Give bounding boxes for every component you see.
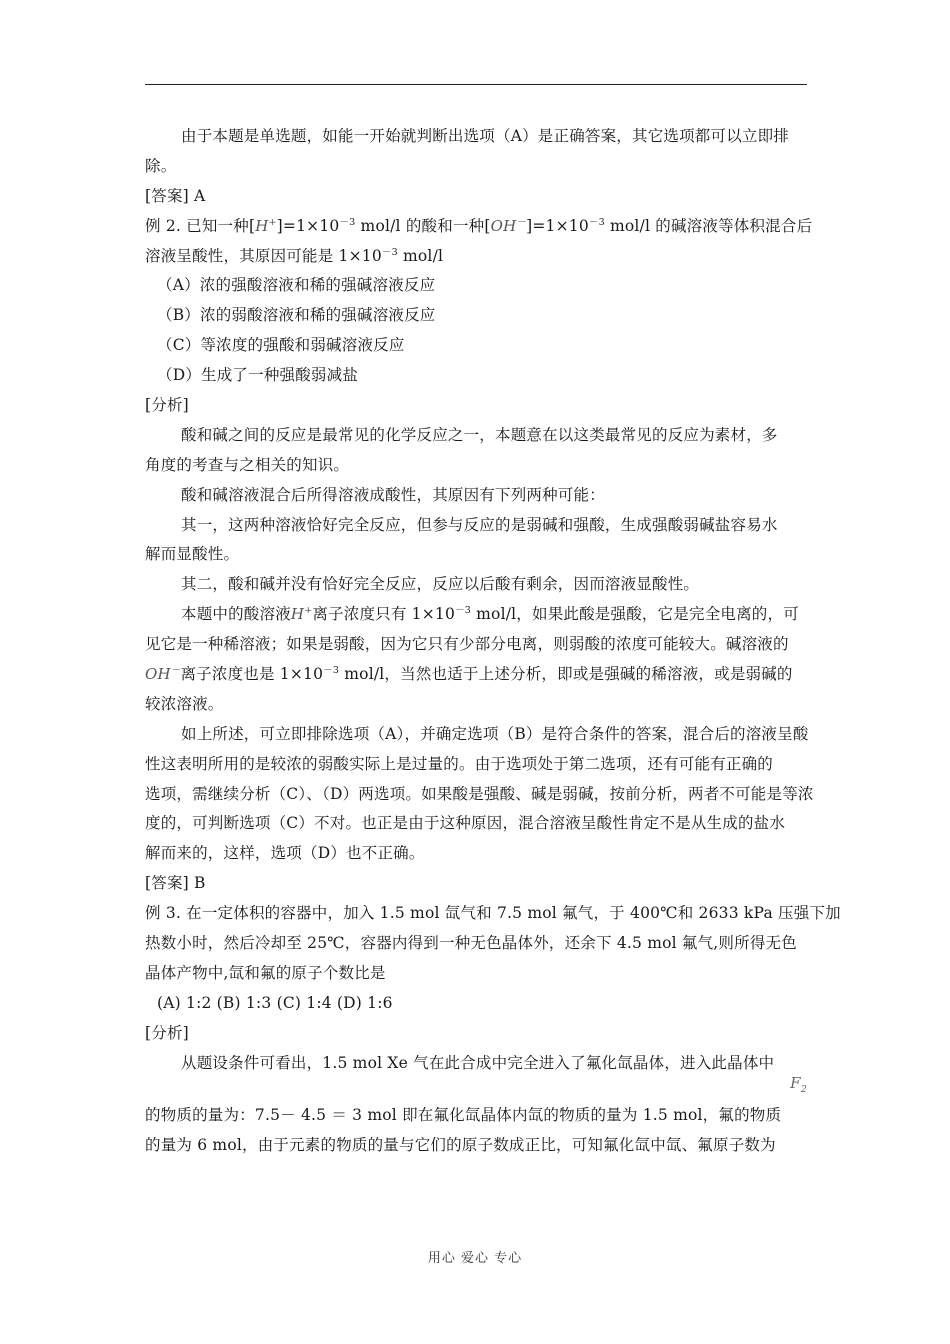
example-2-line: 例 2. 已知一种$[H^+]=1\times 10^{-3}$ mol/l 的酸和一种$[OH^-]=1\times 10^{-3}$ mol/l 的碱溶液等体积混合后 (145, 216, 813, 235)
paragraph-line: 角度的考查与之相关的知识。 (145, 455, 350, 474)
option-c: （C）等浓度的强酸和弱碱溶液反应 (157, 336, 405, 355)
document-body (145, 122, 841, 1160)
page-footer: 用心 爱心 专心 (427, 1251, 523, 1266)
paragraph-line: 如上所述，可立即排除选项（A），并确定选项（B）是符合条件的答案，混合后的溶液呈酸 (181, 724, 809, 743)
option-b: （B）浓的弱酸溶液和稀的强碱溶液反应 (157, 306, 436, 325)
option-d: （D）生成了一种强酸弱减盐 (157, 366, 359, 385)
paragraph-line: 解而显酸性。 (145, 545, 240, 564)
paragraph-line: 酸和碱之间的反应是最常见的化学反应之一，本题意在以这类最常见的反应为素材，多 (181, 425, 778, 444)
analysis-label: [分析] (145, 1023, 189, 1042)
paragraph-line: 较浓溶液。 (145, 694, 224, 713)
hydrogen-ion-formula: H+ (255, 216, 277, 235)
answer-label: [答案] A (145, 186, 206, 205)
paragraph-line: 见它是一种稀溶液；如果是弱酸，因为它只有少部分电离，则弱酸的浓度可能较大。碱溶液的 (145, 635, 789, 654)
analysis-label: [分析] (145, 396, 189, 415)
paragraph-line: 本题中的酸溶液H+离子浓度只有 $1\times 10^{-3}$ mol/l，如果此酸是强酸，它是完全电离的，可 (181, 605, 799, 624)
hydroxide-ion-formula: OH－ (145, 665, 181, 684)
paragraph-line: 的物质的量为：7.5－ 4.5 ＝ 3 mol 即在氟化氙晶体内氙的物质的量为 1.5 mol，氟的物质 (145, 1105, 782, 1124)
answer-label: [答案] B (145, 874, 206, 893)
example-3-line: 热数小时，然后冷却至 25℃，容器内得到一种无色晶体外，还余下 4.5 mol 氟气,则所得无色 (145, 934, 797, 953)
paragraph-line: 其一，这两种溶液恰好完全反应，但参与反应的是弱碱和强酸，生成强酸弱碱盐容易水 (181, 515, 778, 534)
paragraph-line: 性这表明所用的是较浓的弱酸实际上是过量的。由于选项处于第二选项，还有可能有正确的 (145, 754, 774, 773)
example-2-line: 溶液呈酸性，其原因可能是 $1\times 10^{-3}$ mol/l (145, 246, 444, 265)
example-3-line: 晶体产物中,氙和氟的原子个数比是 (145, 963, 386, 982)
paragraph-line: 度的，可判断选项（C）不对。也正是由于这种原因，混合溶液呈酸性肯定不是从生成的盐水 (145, 814, 786, 833)
paragraph-line: 其二，酸和碱并没有恰好完全反应，反应以后酸有剩余，因而溶液显酸性。 (181, 575, 700, 594)
option-a: （A）浓的强酸溶液和稀的强碱溶液反应 (157, 276, 436, 295)
hydrogen-ion-formula: H+ (290, 605, 313, 624)
paragraph-line: 除。 (145, 156, 177, 175)
example-3-line: 例 3. 在一定体积的容器中，加入 1.5 mol 氙气和 7.5 mol 氟气，于 400℃和 2633 kPa 压强下加 (145, 904, 841, 923)
paragraph-line: 解而来的，这样，选项（D）也不正确。 (145, 844, 425, 863)
paragraph-line: 酸和碱溶液混合后所得溶液成酸性，其原因有下列两种可能： (181, 485, 605, 504)
paragraph-line: 从题设条件可看出，1.5 mol Xe 气在此合成中完全进入了氟化氙晶体，进入此晶体中 $F_2$ (145, 1049, 807, 1101)
fluorine-formula: $F_2$ (790, 1073, 807, 1095)
answer-options: (A) 1:2 (B) 1:3 (C) 1:4 (D) 1:6 (157, 993, 393, 1012)
paragraph-line: 选项，需继续分析（C）、（D）两选项。如果酸是强酸、碱是弱碱，按前分析，两者不可能是等浓 (145, 784, 814, 803)
paragraph-line: OH－离子浓度也是 $1\times 10^{-3}$ mol/l，当然也适于上述分析，即或是强碱的稀溶液，或是弱碱的 (145, 665, 793, 684)
hydroxide-ion-formula: OH－ (490, 216, 527, 235)
paragraph-line: 的量为 6 mol，由于元素的物质的量与它们的原子数成正比，可知氟化氙中氙、氟原子数为 (145, 1135, 776, 1154)
paragraph-line: 由于本题是单选题，如能一开始就判断出选项（A）是正确答案，其它选项都可以立即排 (181, 127, 789, 145)
header-rule (145, 84, 807, 85)
